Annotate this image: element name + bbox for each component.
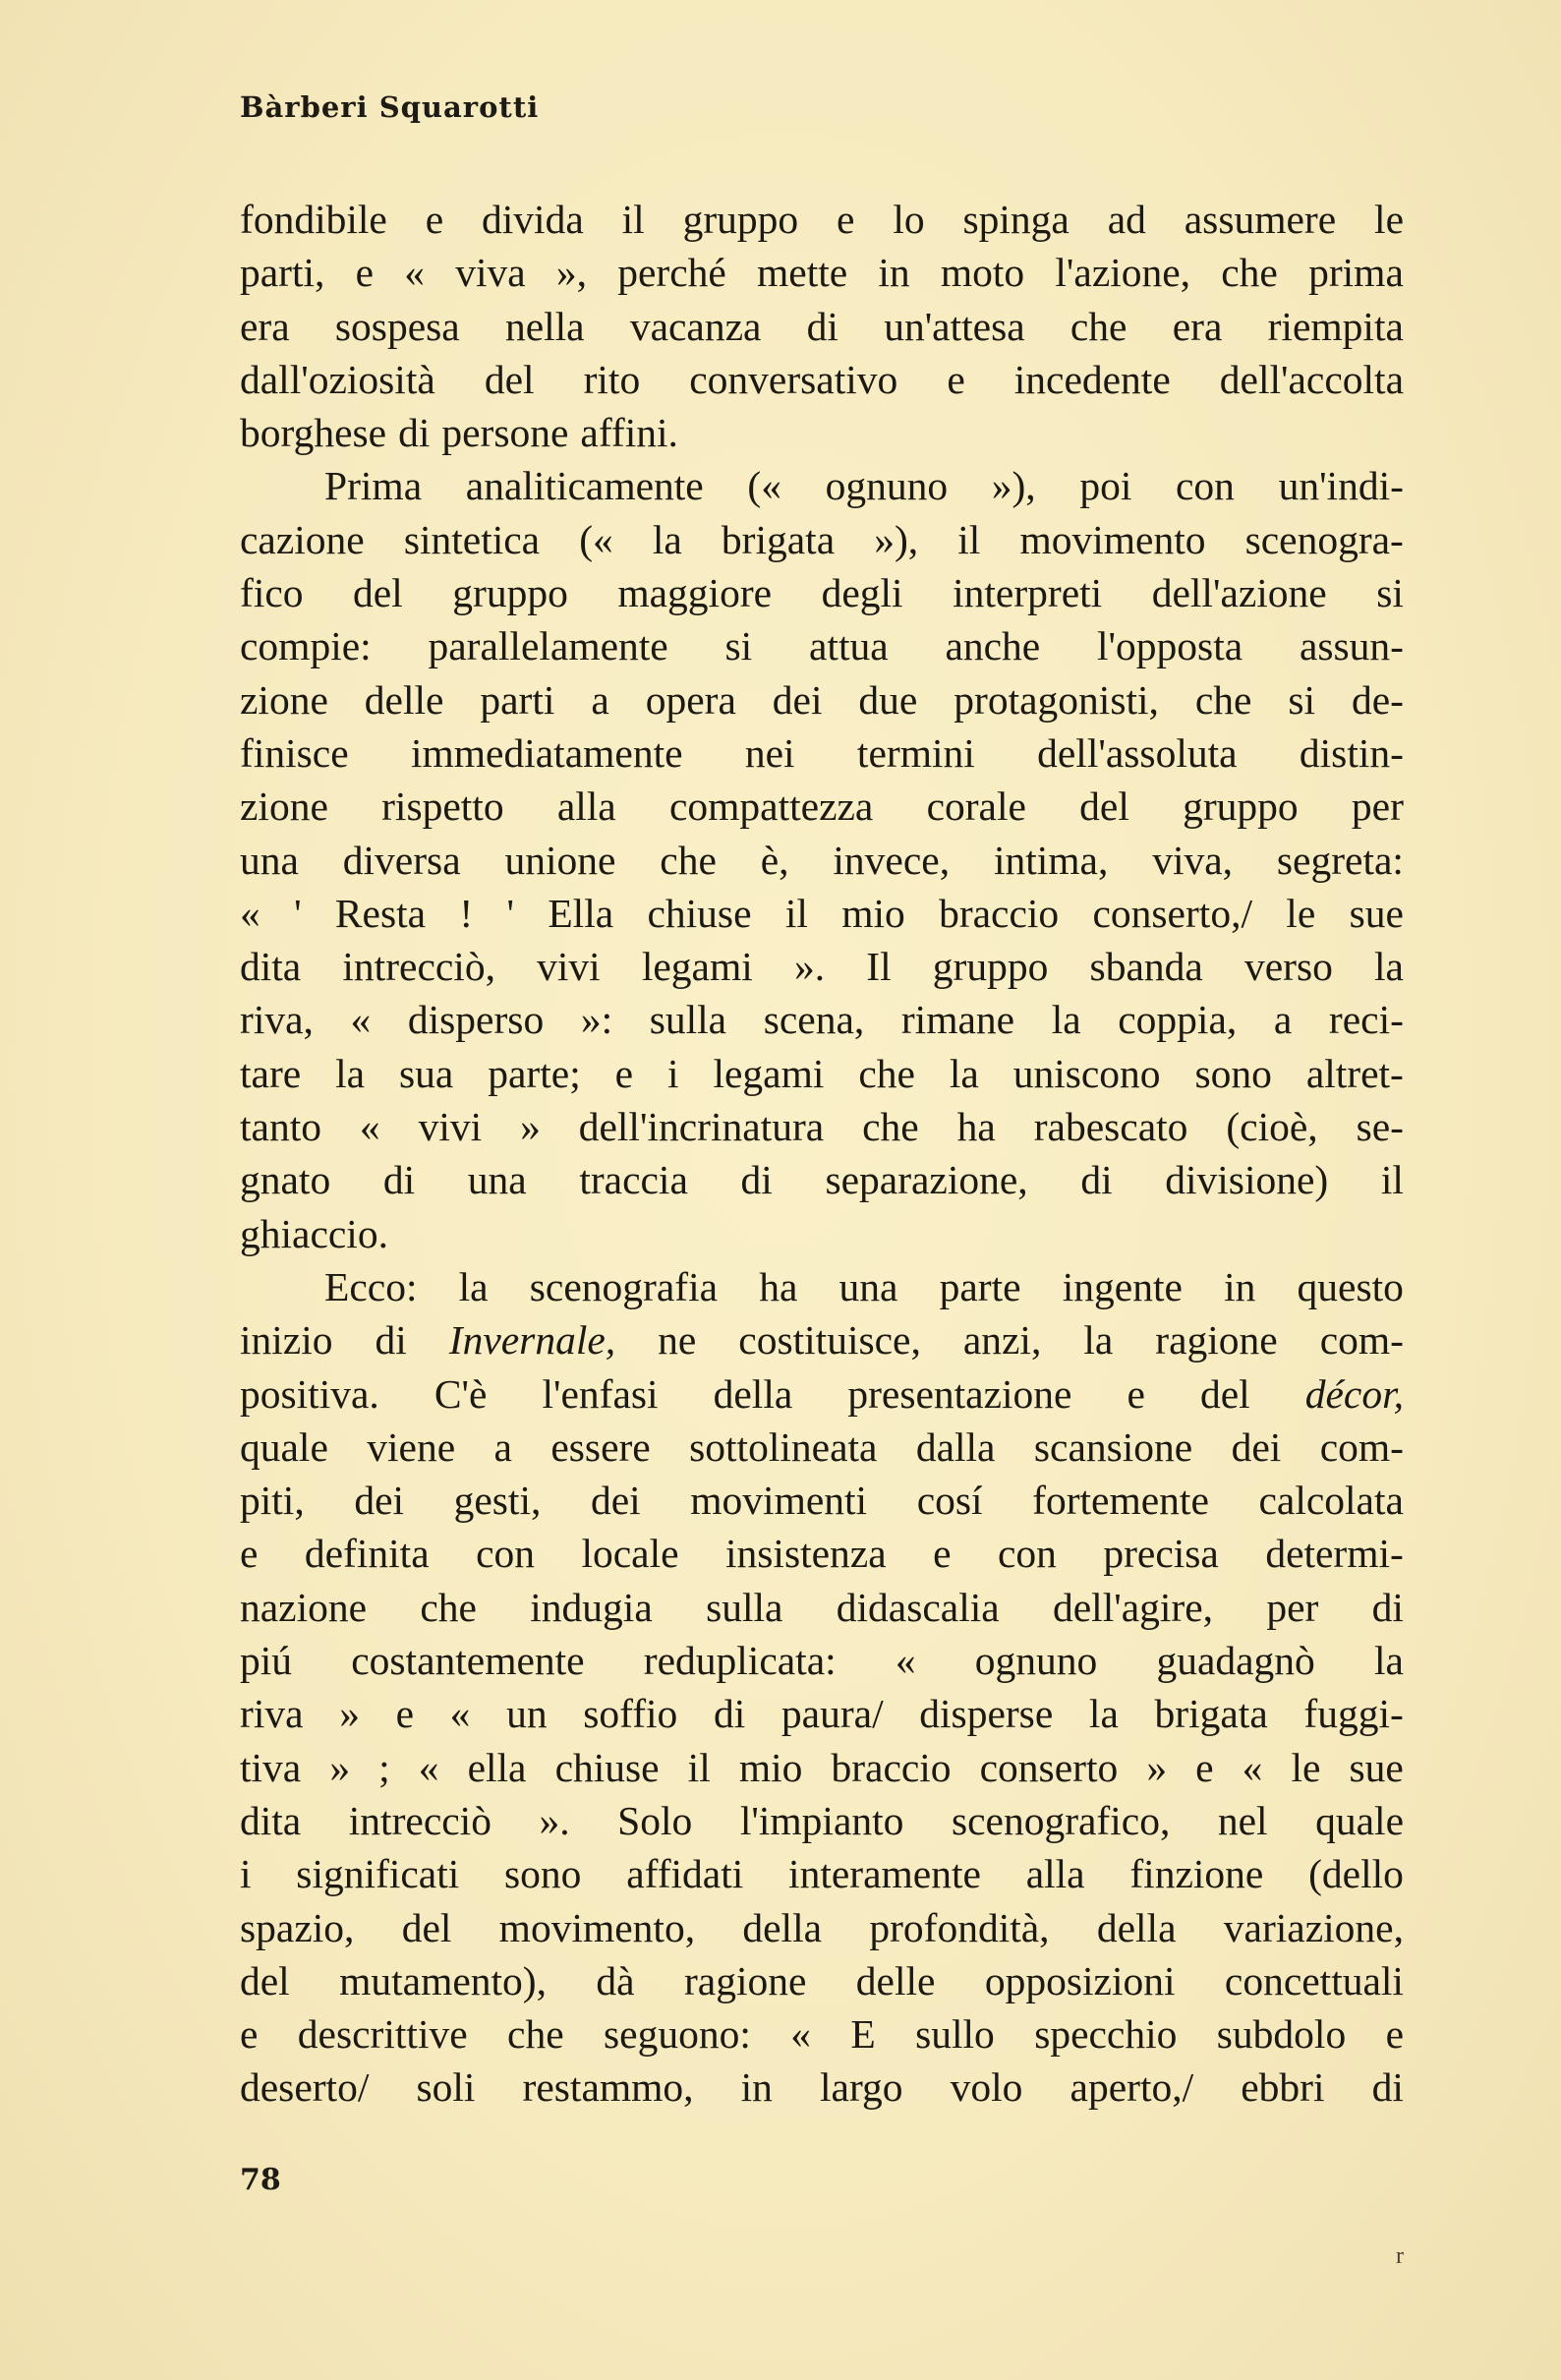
text-line: borghese di persone affini. (240, 410, 678, 456)
text-line: ghiaccio. (240, 1210, 388, 1256)
running-head: Bàrberi Squarotti (240, 90, 540, 124)
text-line: positiva. C'è l'enfasi della presentazione e del décor, (240, 1370, 1404, 1417)
text-line: tanto « vivi » dell'incrinatura che ha rabescato (cioè, se- (240, 1104, 1404, 1150)
text-line: dall'oziosità del rito conversativo e incedente dell'accolta (240, 356, 1404, 402)
text-line: i significati sono affidati interamente alla finzione (dello (240, 1851, 1404, 1897)
text-line: zione rispetto alla compattezza corale del gruppo per (240, 784, 1404, 830)
text-line: fondibile e divida il gruppo e lo spinga ad assumere le (240, 197, 1404, 242)
text-line: spazio, del movimento, della profondità, della variazione, (240, 1904, 1404, 1950)
text-line: dita intrecciò ». Solo l'impianto scenografico, nel quale (240, 1797, 1404, 1843)
text-line: e definita con locale insistenza e con precisa determi- (240, 1531, 1404, 1577)
text-line: del mutamento), dà ragione delle opposizioni concettuali (240, 1957, 1404, 2003)
text-line: nazione che indugia sulla didascalia dell'agire, per di (240, 1584, 1404, 1630)
text-line: piú costantemente reduplicata: « ognuno guadagnò la (240, 1638, 1404, 1684)
text-line: riva, « disperso »: sulla scena, rimane la coppia, a reci- (240, 997, 1404, 1043)
stray-mark: r (1396, 2243, 1404, 2269)
text-line: zione delle parti a opera dei due protagonisti, che si de- (240, 676, 1404, 723)
text-line: una diversa unione che è, invece, intima, viva, segreta: (240, 837, 1404, 883)
body-text (240, 193, 1404, 2115)
page-number: 78 (240, 2163, 281, 2197)
text-line: inizio di Invernale, ne costituisce, anzi, la ragione com- (240, 1317, 1404, 1364)
text-line: « ' Resta ! ' Ella chiuse il mio braccio conserto,/ le sue (240, 890, 1404, 936)
paragraph (240, 193, 1404, 459)
text-line: cazione sintetica (« la brigata »), il movimento scenogra- (240, 516, 1404, 562)
text-line: quale viene a essere sottolineata dalla scansione dei com- (240, 1423, 1404, 1470)
text-line: dita intrecciò, vivi legami ». Il gruppo sbanda verso la (240, 944, 1404, 990)
text-line: gnato di una traccia di separazione, di divisione) il (240, 1157, 1404, 1203)
text-line: compie: parallelamente si attua anche l'opposta assun- (240, 623, 1404, 669)
text-line: deserto/ soli restammo, in largo volo aperto,/ ebbri di (240, 2064, 1404, 2111)
text-line: e descrittive che seguono: « E sullo specchio subdolo e (240, 2011, 1404, 2058)
text-line: piti, dei gesti, dei movimenti cosí fortemente calcolata (240, 1478, 1404, 1524)
paragraph (240, 459, 1404, 1259)
text-line: tiva » ; « ella chiuse il mio braccio conserto » e « le sue (240, 1744, 1404, 1790)
text-line: parti, e « viva », perché mette in moto l'azione, che prima (240, 250, 1404, 296)
text-line: riva » e « un soffio di paura/ disperse la brigata fuggi- (240, 1691, 1404, 1737)
text-line: tare la sua parte; e i legami che la uniscono sono altret- (240, 1050, 1404, 1096)
text-line: Ecco: la scenografia ha una parte ingente in questo (324, 1263, 1404, 1309)
paragraph (240, 1260, 1404, 2115)
text-line: fico del gruppo maggiore degli interpreti dell'azione si (240, 570, 1404, 616)
text-line: finisce immediatamente nei termini dell'assoluta distin- (240, 729, 1404, 776)
text-line: era sospesa nella vacanza di un'attesa che era riempita (240, 303, 1404, 349)
text-line: Prima analiticamente (« ognuno »), poi con un'indi- (324, 463, 1404, 509)
